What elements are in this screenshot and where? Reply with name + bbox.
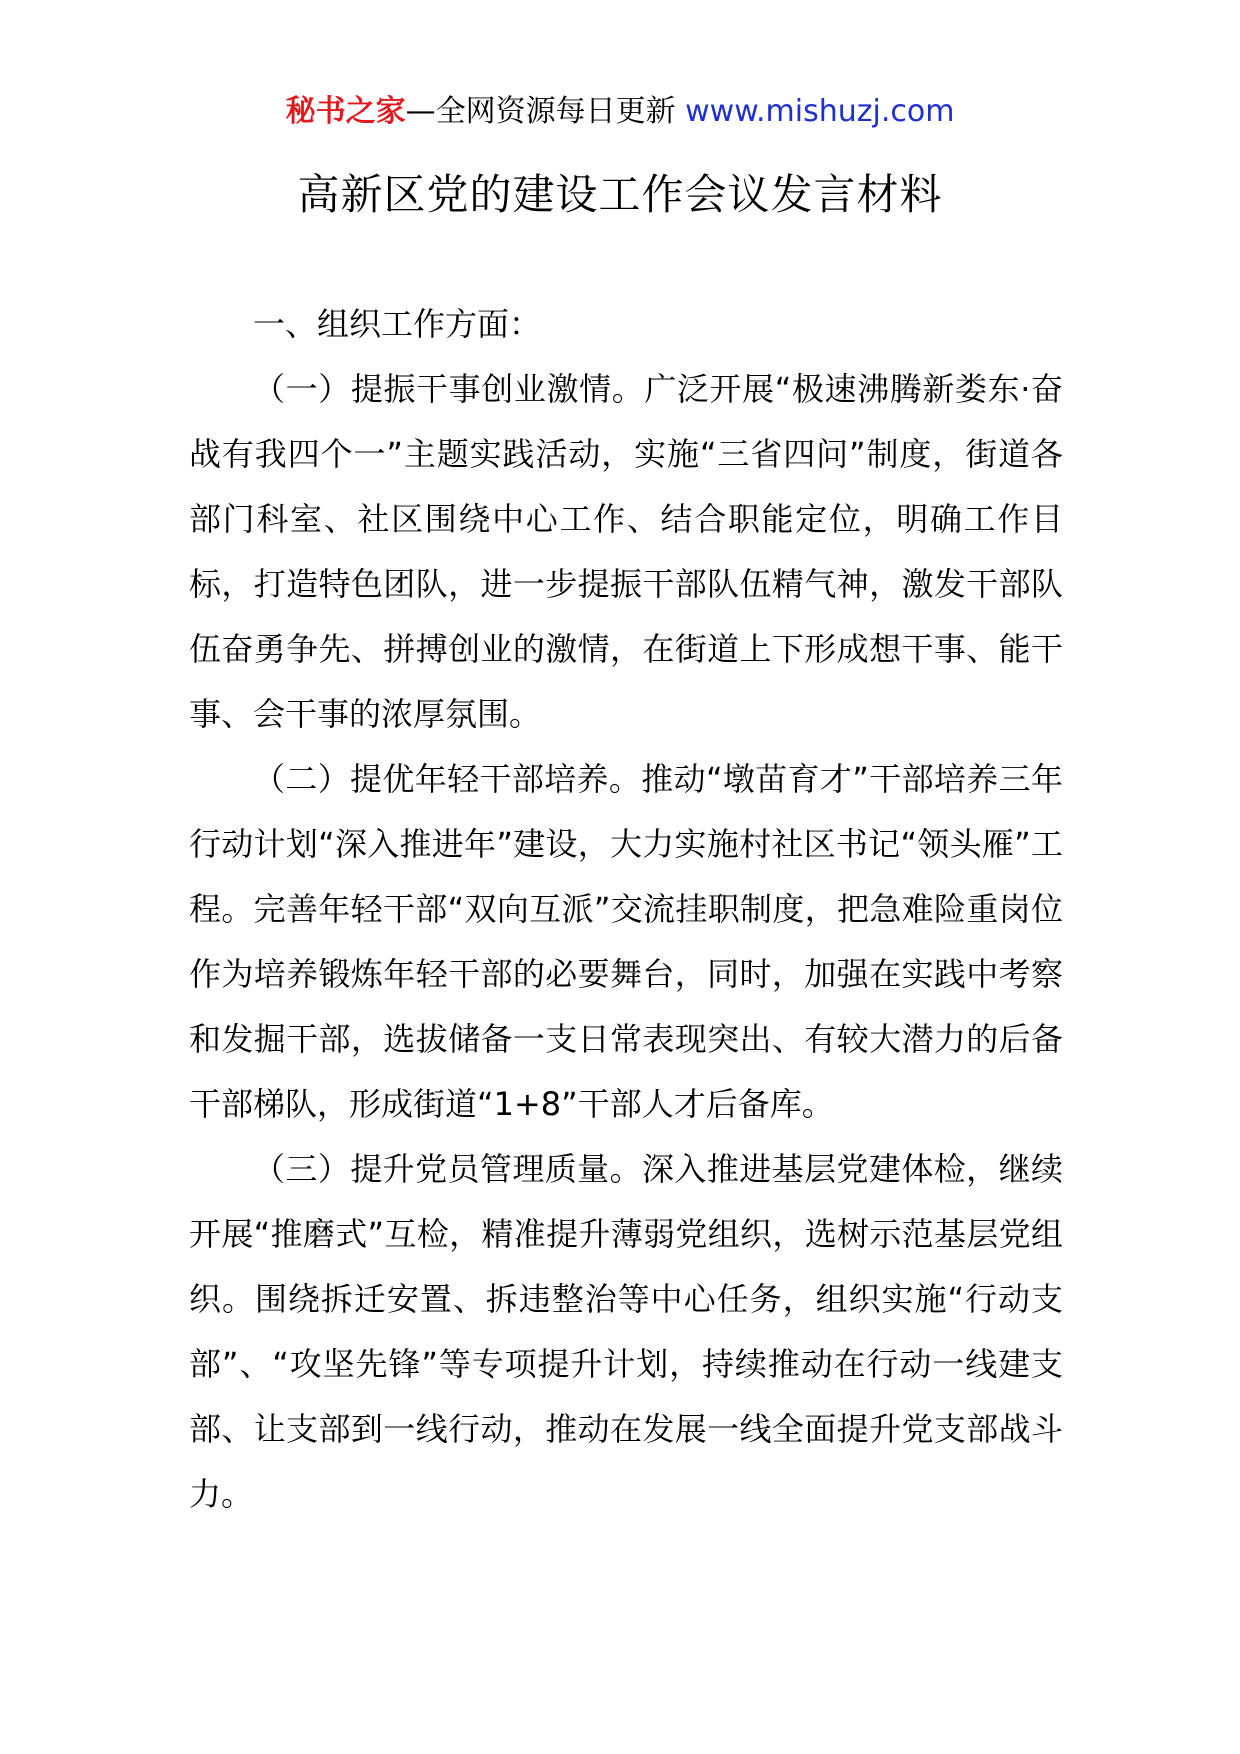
paragraph-1: （一）提振干事创业激情。广泛开展“极速沸腾新娄东·奋战有我四个一”主题实践活动，实施“三省四问”制度，街道各部门科室、社区围绕中心工作、结合职能定位，明确工作目标，打造特色团队，进一步提振干部队伍精气神，激发干部队伍奋勇争先、拼搏创业的激情，在街道上下形成想干事、能干事、会干事的浓厚氛围。 bbox=[189, 370, 1063, 733]
document-body bbox=[189, 292, 1063, 1527]
paragraph-3: （三）提升党员管理质量。深入推进基层党建体检，继续开展“推磨式”互检，精准提升薄弱党组织，选树示范基层党组织。围绕拆迁安置、拆违整治等中心任务，组织实施“行动支部”、“攻坚先锋”等专项提升计划，持续推动在行动一线建支部、让支部到一线行动，推动在发展一线全面提升党支部战斗力。 bbox=[189, 1150, 1063, 1513]
paragraph-2: （二）提优年轻干部培养。推动“墩苗育才”干部培养三年行动计划“深入推进年”建设，大力实施村社区书记“领头雁”工程。完善年轻干部“双向互派”交流挂职制度，把急难险重岗位作为培养锻炼年轻干部的必要舞台，同时，加强在实践中考察和发掘干部，选拔储备一支日常表现突出、有较大潜力的后备干部梯队，形成街道“1+8”干部人才后备库。 bbox=[189, 760, 1063, 1123]
brand-tagline: —全网资源每日更新 bbox=[405, 94, 676, 129]
brand-name: 秘书之家 bbox=[285, 94, 406, 129]
site-url-link[interactable]: www.mishuzj.com bbox=[685, 94, 955, 129]
site-header bbox=[0, 92, 1240, 132]
document-title: 高新区党的建设工作会议发言材料 bbox=[297, 170, 943, 219]
section-heading: 一、组织工作方面： bbox=[253, 305, 542, 343]
